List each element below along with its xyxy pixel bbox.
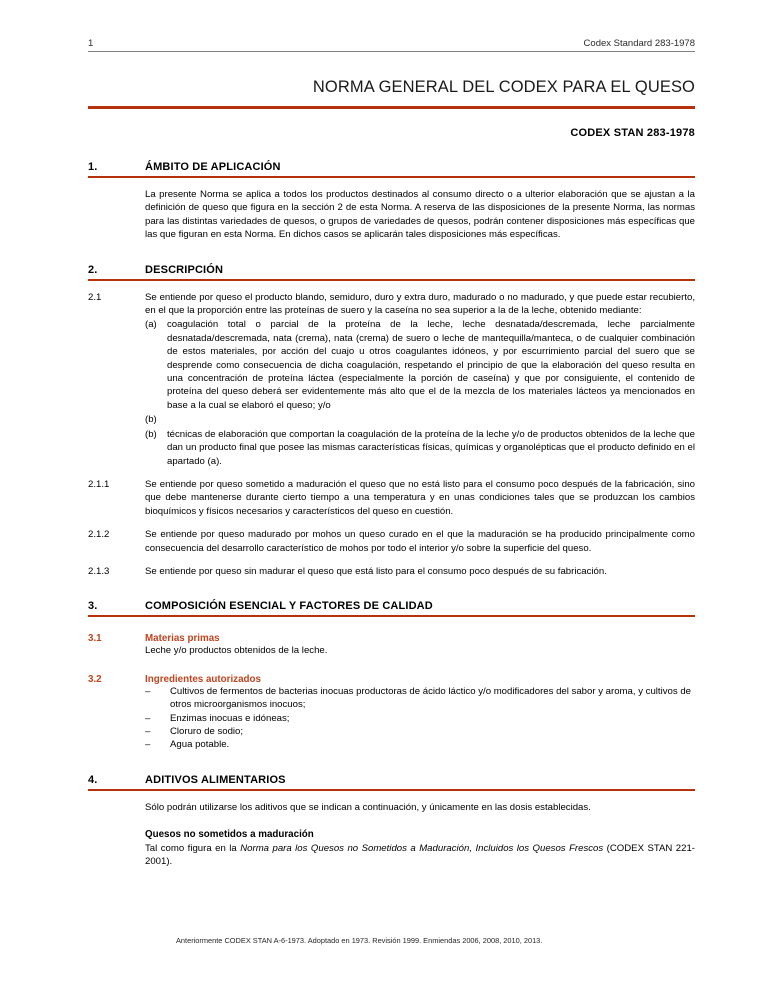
document-code: CODEX STAN 283-1978: [570, 127, 695, 139]
footnote: Anteriormente CODEX STAN A-6-1973. Adoptado en 1973. Revisión 1999. Enmiendas 2006, 2008, 2010, 2013.: [176, 936, 543, 945]
section-2-title: DESCRIPCIÓN: [145, 263, 224, 276]
clause-text: Se entiende por queso madurado por mohos un queso curado en el que la maduración se ha producido principalmente como consecuencia del desarrollo característico de mohos por todo el interior y/o sobre la superficie del queso.: [145, 529, 695, 554]
unripened-cheese-reference: [145, 842, 695, 869]
page-number: 1: [88, 38, 94, 49]
clause-3-2-heading: [88, 674, 695, 685]
clause-2-1-sub-items: [145, 318, 695, 467]
section-2: [88, 264, 695, 579]
clause-3-2-list: [145, 685, 695, 752]
section-3-heading: [88, 600, 695, 612]
section-4-paragraph: [88, 801, 695, 814]
list-item-text: Cultivos de fermentos de bacterias inocuas productoras de ácido láctico y/o modificadores del sabor y aroma, y cultivos de otros microorganismos inocuos;: [170, 685, 691, 711]
reference-standard-name: Norma para los Quesos no Sometidos a Maduración, Incluidos los Quesos Frescos: [240, 842, 604, 854]
clause-3-1-number: 3.1: [88, 633, 102, 645]
paragraph-text: La presente Norma se aplica a todos los productos destinados al consumo directo o a ulterior elaboración que se ajustan a la definición de queso que figura en la sección 2 de esta Norma. A reserva de las disposiciones de la presente Norma, las normas para las distintas variedades de quesos, o grupos de variedades de quesos, podrán contener disposiciones más específicas que las que figuran en esta Norma. En dichos casos se aplicarán tales disposiciones más específicas.: [145, 189, 695, 241]
clause-2-1-2: [88, 528, 695, 555]
list-item: [145, 712, 695, 725]
section-3-title: COMPOSICIÓN ESENCIAL Y FACTORES DE CALIDAD: [145, 600, 433, 613]
section-3-number: 3.: [88, 600, 98, 613]
sub-item-marker: (b): [145, 428, 157, 440]
clause-text: Se entiende por queso sometido a maduración el queso que no está listo para el consumo poco después de la fabricación, sino que debe mantenerse durante cierto tiempo a una temperatura y en unas condiciones tales que se produzcan los cambios bioquímicos y físicos necesarios y característicos del queso en cuestión.: [145, 478, 695, 517]
clause-2-1: [88, 291, 695, 318]
clause-text: Se entiende por queso sin madurar el queso que está listo para el consumo poco después de su fabricación.: [145, 565, 607, 577]
list-item-text: Enzimas inocuas e idóneas;: [170, 712, 290, 724]
section-2-heading: [88, 264, 695, 276]
clause-label: 2.1: [88, 291, 102, 303]
dash-marker-icon: –: [145, 685, 151, 697]
section-1-rule: [88, 176, 695, 178]
clause-2-1-3: [88, 565, 695, 578]
clause-2-1-1: [88, 478, 695, 518]
sub-item-text: coagulación total o parcial de la proteína de la leche, leche desnatada/descremada, leche parcialmente desnatada/descremada, nata (crema), nata (crema) de suero o leche de mantequilla/manteca, o de cualquier combinación de estos materiales, por acción del cuajo u otros coagulantes idóneos, y por escurrimiento parcial del suero que se desprende como consecuencia de dicha coagulación, respetando el principio de que la elaboración del queso resulta en una concentración de proteína láctea (especialmente la porción de caseína) y que por consiguiente, el contenido de proteína del queso deberá ser evidentemente más alto que el de la mezcla de los materiales lácteos ya mencionados en base a la cual se elaboró el queso; y/o: [167, 319, 695, 411]
dash-marker-icon: –: [145, 725, 151, 737]
section-2-number: 2.: [88, 263, 98, 276]
clause-label: 2.1.1: [88, 478, 110, 490]
paragraph-text: Sólo podrán utilizarse los aditivos que se indican a continuación, y únicamente en las dosis establecidas.: [145, 801, 591, 813]
paragraph-label: [88, 188, 145, 242]
clause-3-1-body-wrap: [145, 644, 695, 657]
list-item: [145, 738, 695, 751]
list-item-text: Agua potable.: [170, 739, 230, 751]
clause-3-1-title: Materias primas: [145, 633, 220, 645]
section-2-rule: [88, 279, 695, 281]
clause-3-1-heading: [88, 633, 695, 644]
reference-suffix: (CODEX STAN 221-2001).: [145, 842, 695, 867]
list-item-text: Cloruro de sodio;: [170, 725, 244, 737]
section-4-heading: [88, 774, 695, 786]
unripened-cheese-subtitle: Quesos no sometidos a maduración: [145, 829, 314, 841]
clause-label: 2.1.2: [88, 529, 110, 541]
title-accent-rule: [88, 106, 695, 109]
running-header: [88, 38, 695, 52]
sub-item-marker: (b): [145, 414, 157, 426]
unripened-cheese-block: [145, 828, 695, 868]
list-item: [145, 685, 695, 712]
sub-item-b-empty: [145, 413, 695, 426]
dash-marker-icon: –: [145, 712, 151, 724]
clause-3-2-title: Ingredientes autorizados: [145, 673, 261, 685]
reference-prefix: Tal como figura en la: [145, 842, 241, 854]
dash-marker-icon: –: [145, 739, 151, 751]
section-3-rule: [88, 615, 695, 617]
sub-item-text: técnicas de elaboración que comportan la coagulación de la proteína de la leche y/o de productos obtenidos de la leche que dan un producto final que posee las mismas características físicas, químicas y organolépticas que el producto definido en el apartado (a).: [167, 428, 695, 467]
section-1-paragraph: [88, 188, 695, 242]
section-4-rule: [88, 789, 695, 791]
list-item: [145, 725, 695, 738]
section-3: [88, 600, 695, 751]
section-4: [88, 774, 695, 869]
sub-item-text: [167, 413, 695, 426]
sub-item-marker: (a): [145, 319, 157, 331]
document-reference: Codex Standard 283-1978: [583, 38, 695, 49]
section-1-title: ÁMBITO DE APLICACIÓN: [145, 161, 281, 173]
section-4-title: ADITIVOS ALIMENTARIOS: [145, 773, 286, 786]
section-1-heading: [88, 161, 695, 173]
section-4-number: 4.: [88, 773, 98, 786]
sub-item-a: [145, 318, 695, 412]
paragraph-label: [88, 801, 145, 814]
clause-3-1-body: Leche y/o productos obtenidos de la leche.: [145, 645, 328, 657]
section-1: [88, 161, 695, 242]
sub-item-b: [145, 428, 695, 468]
page-title: NORMA GENERAL DEL CODEX PARA EL QUESO: [312, 78, 695, 96]
clause-3-2-number: 3.2: [88, 673, 102, 685]
section-1-number: 1.: [88, 161, 98, 173]
clause-label: 2.1.3: [88, 565, 110, 577]
clause-text: Se entiende por queso el producto blando, semiduro, duro y extra duro, madurado o no madurado, y que puede estar recubierto, en el que la proporción entre las proteínas de suero y la caseína no sea superior a la de la leche, obtenido mediante:: [145, 291, 695, 317]
